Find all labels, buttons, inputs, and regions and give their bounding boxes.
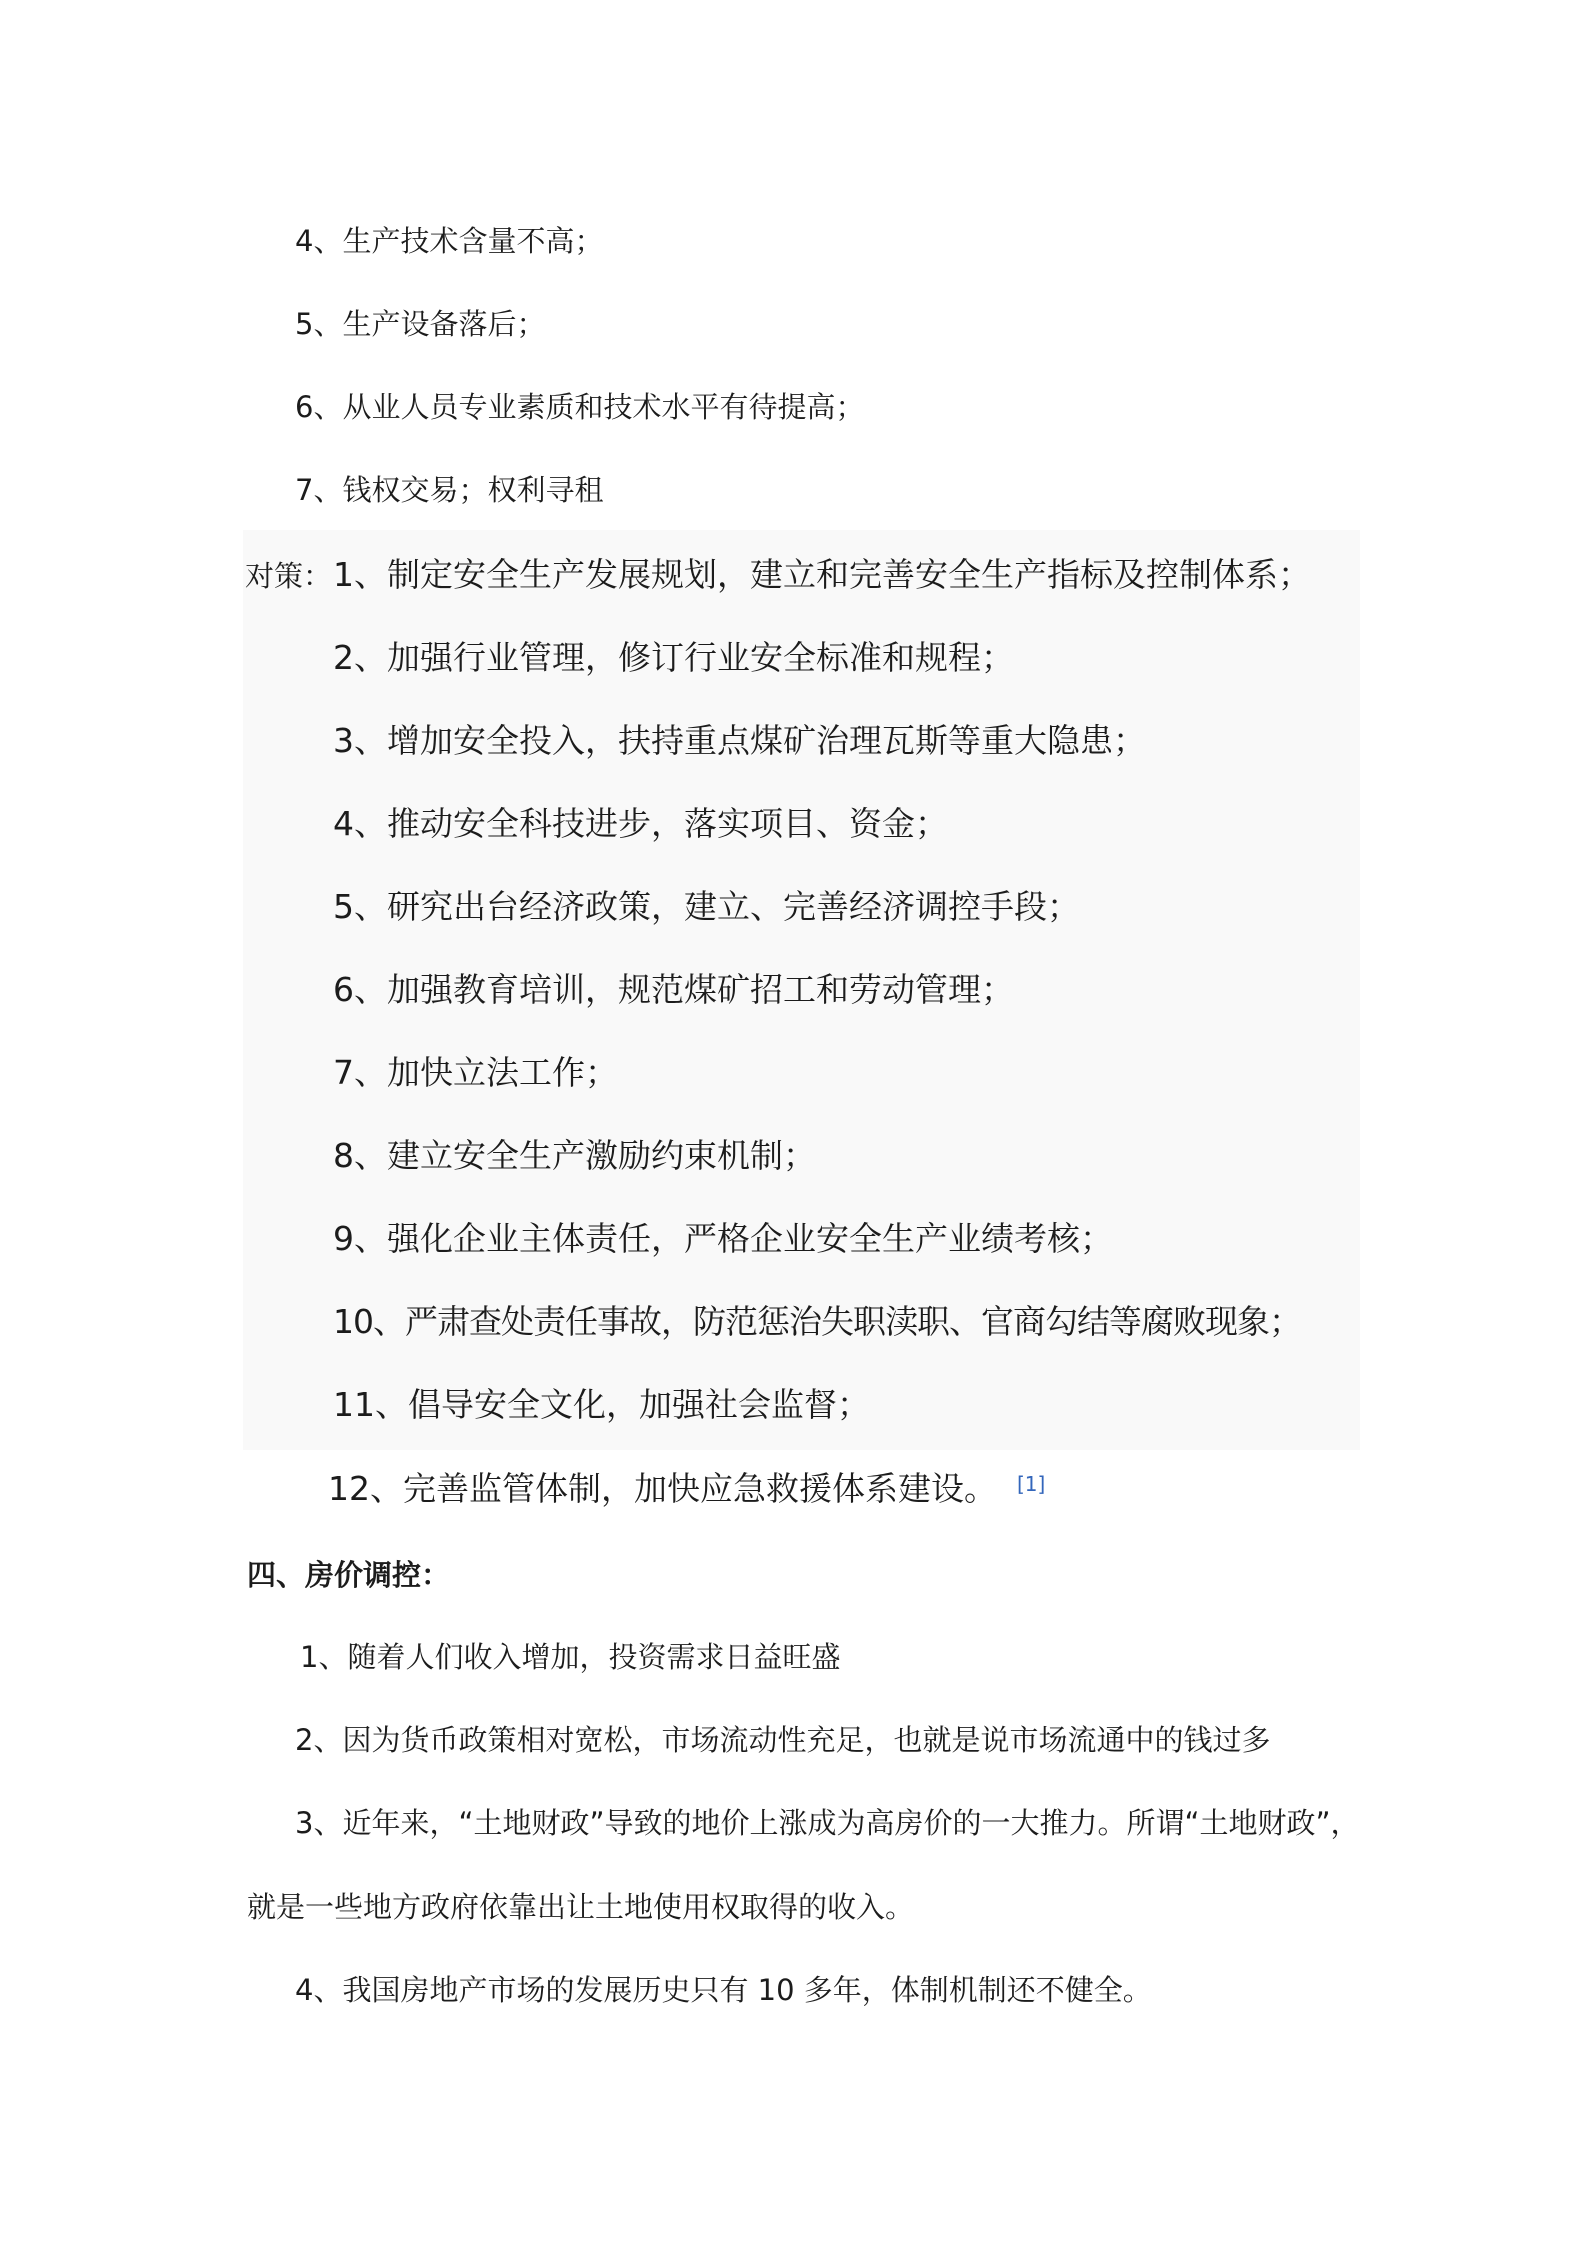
section-item: 1、随着人们收入增加，投资需求日益旺盛 xyxy=(300,1640,841,1674)
section-item: 2、因为货币政策相对宽松，市场流动性充足，也就是说市场流通中的钱过多 xyxy=(295,1723,1271,1757)
countermeasure-item: 7、加快立法工作； xyxy=(333,1053,618,1092)
section-item-continuation: 就是一些地方政府依靠出让土地使用权取得的收入。 xyxy=(247,1890,915,1924)
countermeasure-item: 11、倡导安全文化，加强社会监督； xyxy=(333,1385,870,1424)
section-item: 3、近年来，“土地财政”导致的地价上涨成为高房价的一大推力。所谓“土地财政”， xyxy=(295,1806,1360,1840)
countermeasure-item: 3、增加安全投入，扶持重点煤矿治理瓦斯等重大隐患； xyxy=(333,721,1146,760)
section-item: 4、我国房地产市场的发展历史只有 10 多年，体制机制还不健全。 xyxy=(295,1973,1152,2007)
section-heading: 四、房价调控： xyxy=(247,1558,451,1592)
countermeasure-item: 8、建立安全生产激励约束机制； xyxy=(333,1136,816,1175)
cause-item: 6、从业人员专业素质和技术水平有待提高； xyxy=(295,390,865,424)
countermeasure-item: 10、严肃查处责任事故，防范惩治失职渎职、官商勾结等腐败现象； xyxy=(333,1302,1301,1341)
countermeasure-item: 6、加强教育培训，规范煤矿招工和劳动管理； xyxy=(333,970,1014,1009)
cause-item: 4、生产技术含量不高； xyxy=(295,224,604,258)
countermeasure-item: 1、制定安全生产发展规划，建立和完善安全生产指标及控制体系； xyxy=(333,555,1311,594)
reference-link[interactable]: [1] xyxy=(1017,1472,1046,1496)
countermeasure-item: 9、强化企业主体责任，严格企业安全生产业绩考核； xyxy=(333,1219,1113,1258)
countermeasure-item: 12、完善监管体制，加快应急救援体系建设。 xyxy=(328,1469,997,1508)
countermeasure-item: 4、推动安全科技进步，落实项目、资金； xyxy=(333,804,948,843)
countermeasure-item: 5、研究出台经济政策，建立、完善经济调控手段； xyxy=(333,887,1080,926)
countermeasures-label: 对策： xyxy=(245,559,333,593)
cause-item: 5、生产设备落后； xyxy=(295,307,546,341)
countermeasure-item: 2、加强行业管理，修订行业安全标准和规程； xyxy=(333,638,1014,677)
cause-item: 7、钱权交易；权利寻租 xyxy=(295,473,604,507)
